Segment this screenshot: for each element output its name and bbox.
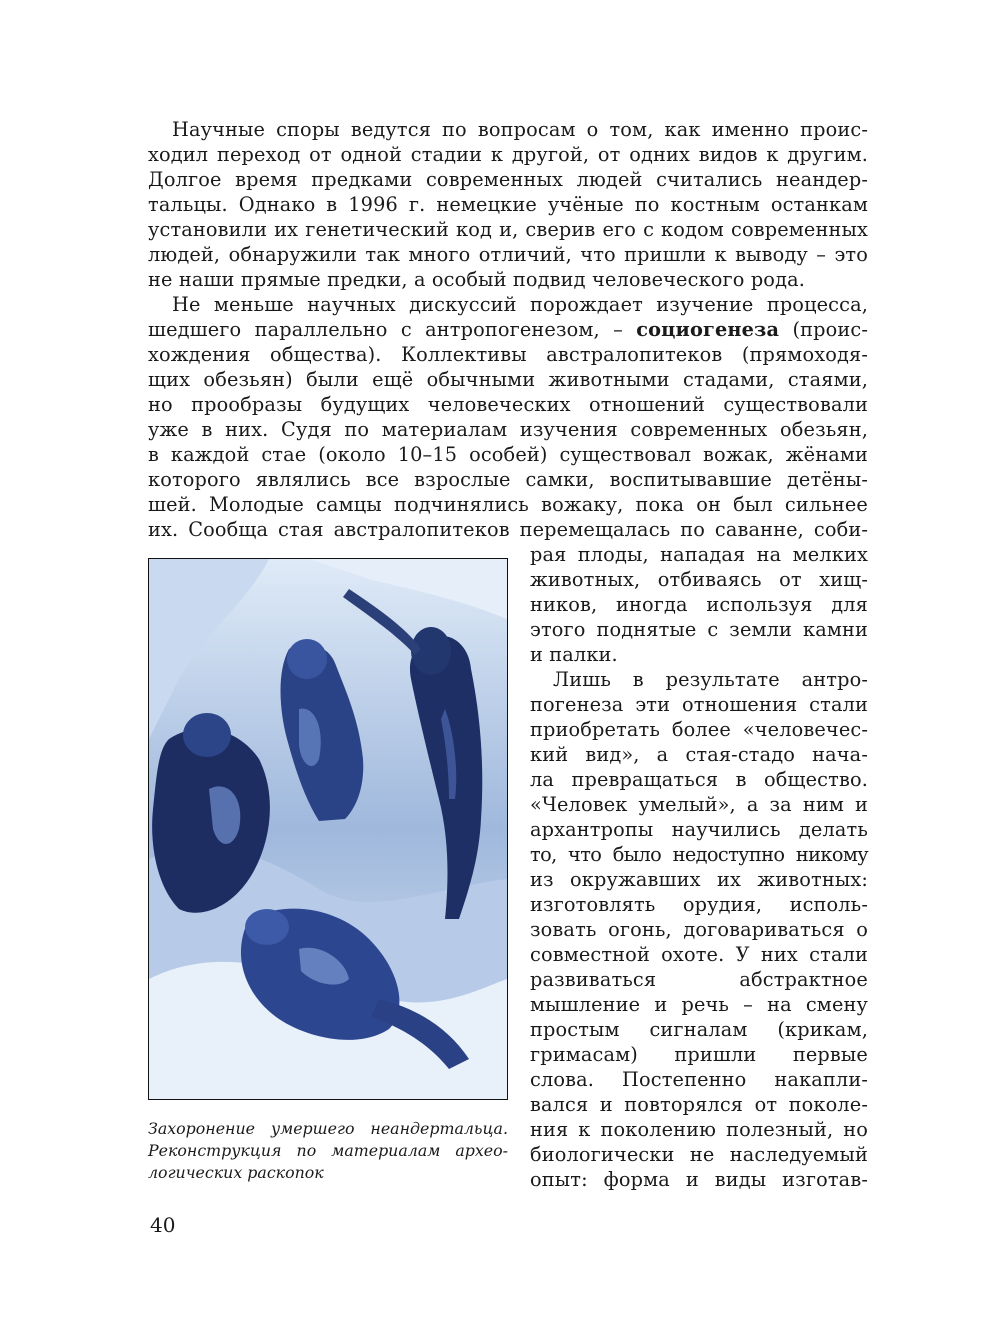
text-line: Научные споры ведутся по вопросам о том, как именно проис- bbox=[172, 118, 868, 141]
caption-line: логических раскопок bbox=[148, 1163, 324, 1182]
key-term-sociogenesis: социогенеза bbox=[636, 318, 780, 341]
text-line: изготовлять орудия, исполь- bbox=[530, 893, 868, 916]
text-line: их. Сообща стая австралопитеков перемещалась по саванне, соби- bbox=[148, 518, 868, 541]
text-line: Лишь в результате антро- bbox=[553, 668, 868, 691]
text-line: не наши прямые предки, а особый подвид человеческого рода. bbox=[148, 268, 806, 291]
text-line: кий вид», а стая-стадо нача- bbox=[530, 743, 868, 766]
text-line: щих обезьян) были ещё обычными животными стадами, стаями, bbox=[148, 368, 868, 391]
text-line: шей. Молодые самцы подчинялись вожаку, пока он был сильнее bbox=[148, 493, 868, 516]
caption-line: Реконструкция по материалам архео- bbox=[148, 1141, 508, 1160]
neanderthal-burial-illustration bbox=[148, 558, 508, 1100]
text-line: животных, отбиваясь от хищ- bbox=[530, 568, 868, 591]
text-line: ходил переход от одной стадии к другой, от одних видов к другим. bbox=[148, 143, 868, 166]
text-line: в каждой стае (около 10–15 особей) существовал вожак, жёнами bbox=[148, 443, 868, 466]
text-line: гримасам) пришли первые bbox=[530, 1043, 868, 1066]
text-line: людей, обнаружили так много отличий, что пришли к выводу – это bbox=[148, 243, 868, 266]
text-line: совместной охоте. У них стали bbox=[530, 943, 868, 966]
text-line: зовать огонь, договариваться о bbox=[530, 918, 868, 941]
caption-line: Захоронение умершего неандертальца. bbox=[148, 1119, 508, 1138]
text-line: то, что было недоступно никому bbox=[530, 843, 868, 866]
text-line: ла превращаться в общество. bbox=[530, 768, 868, 791]
text-line: мышление и речь – на смену bbox=[530, 993, 868, 1016]
text-span: шедшего параллельно с антропогенезом, – bbox=[148, 318, 637, 341]
text-line: слова. Постепенно накапли- bbox=[530, 1068, 868, 1091]
text-line: которого являлись все взрослые самки, воспитывавшие детёны- bbox=[148, 468, 868, 491]
text-line: хождения общества). Коллективы австралопитеков (прямоходя- bbox=[148, 343, 868, 366]
page-number: 40 bbox=[150, 1213, 176, 1237]
text-line: установили их генетический код и, сверив его с кодом современных bbox=[148, 218, 868, 241]
text-line: «Человек умелый», а за ним и bbox=[530, 793, 868, 816]
text-line: ния к поколению полезный, но bbox=[530, 1118, 868, 1141]
text-line: развиваться абстрактное bbox=[530, 968, 868, 991]
text-line: биологически не наследуемый bbox=[530, 1143, 868, 1166]
text-line: из окружавших их животных: bbox=[530, 868, 868, 891]
text-line: архантропы научились делать bbox=[530, 818, 868, 841]
text-line: ников, иногда используя для bbox=[530, 593, 868, 616]
text-line bbox=[148, 317, 868, 342]
text-line: Долгое время предками современных людей считались неандер- bbox=[148, 168, 868, 191]
text-line: этого поднятые с земли камни bbox=[530, 618, 868, 641]
text-line: простым сигналам (крикам, bbox=[530, 1018, 868, 1041]
text-line: погенеза эти отношения стали bbox=[530, 693, 868, 716]
text-line: приобретать более «человечес- bbox=[530, 718, 868, 741]
text-line: и палки. bbox=[530, 643, 618, 666]
text-line: Не меньше научных дискуссий порождает изучение процесса, bbox=[172, 293, 868, 316]
text-line: уже в них. Судя по материалам изучения современных обезьян, bbox=[148, 418, 868, 441]
text-line: вался и повторялся от поколе- bbox=[530, 1093, 868, 1116]
text-line: рая плоды, нападая на мелких bbox=[530, 543, 868, 566]
text-span: (проис- bbox=[779, 318, 868, 341]
text-line: опыт: форма и виды изготав- bbox=[530, 1168, 868, 1191]
text-line: но прообразы будущих человеческих отношений существовали bbox=[148, 393, 868, 416]
text-line: тальцы. Однако в 1996 г. немецкие учёные по костным останкам bbox=[148, 193, 868, 216]
